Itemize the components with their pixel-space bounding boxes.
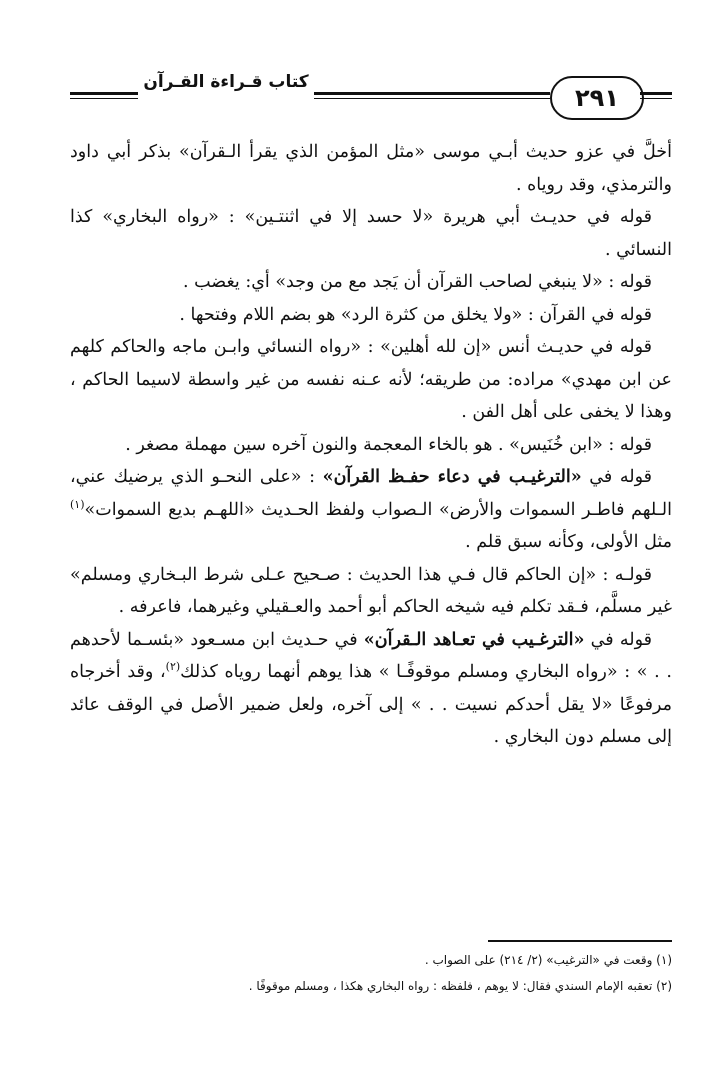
- paragraph-7-end: مثل الأولى، وكأنه سبق قلم .: [465, 532, 672, 552]
- paragraph-9-rest: في حـديث ابن مسـعود «بئسـما لأحدهم . . » : «رواه البخاري ومسلم موقوفًـا » هذا يوهم أنهما روياه كذلك: [70, 629, 672, 682]
- footnote-1: (١) وقعت في «الترغيب» (٢/ ٢١٤) على الصواب .: [424, 953, 672, 967]
- paragraph-7-rest: : «على النحـو الذي يرضيك عني، الـلهم فاطـر السموات والأرض» الـصواب ولفظ الحـديث «اللهـم بديع السموات»: [70, 467, 672, 520]
- header-rule-left-top: [70, 92, 138, 95]
- paragraph-7: [70, 461, 672, 559]
- header-rule-right-top: [640, 92, 672, 95]
- page-header: [70, 70, 672, 126]
- section-heading-memorization-dua: «الترغيـب في دعاء حفـظ القرآن»: [322, 467, 582, 487]
- paragraph-6: قوله : «ابن خُنَيس» . هو بالخاء المعجمة والنون آخره سين مهملة مصغر .: [125, 434, 652, 455]
- footnote-ref-1[interactable]: (١): [70, 497, 85, 511]
- header-rule-left-bottom: [70, 98, 138, 99]
- header-rule-middle-top: [314, 92, 550, 95]
- paragraph-8: قولـه : «إن الحاكم قال فـي هذا الحديث : صـحيح عـلى شرط البـخاري ومسلم» غير مسلَّم، فـقد تكلم فيه شيخه الحاكم أبو أحمد والعـقيلي وغيرهما، فاعرفه .: [70, 564, 672, 617]
- paragraph-9-lead: قوله في: [584, 629, 652, 650]
- paragraph-5: قوله في حديـث أنس «إن لله أهلين» : «رواه النسائي وابـن ماجه والحاكم كلهم عن ابن مهدي» مراده: من طريقه؛ لأنه عـنه نفسه من غير واسطة لاسيما الحاكم ، وهذا لا يخفى على أهل الفن .: [70, 337, 672, 422]
- running-title: كتاب قـراءة القـرآن: [143, 72, 309, 92]
- header-rule-right-bottom: [640, 98, 672, 99]
- paragraph-3: قوله : «لا ينبغي لصاحب القرآن أن يَجد مع من وجد» أي: يغضب .: [182, 272, 652, 292]
- page-number: ٢٩١: [550, 76, 644, 120]
- footnotes: [70, 947, 672, 999]
- footnote-separator: [488, 940, 672, 942]
- footnote-ref-2[interactable]: (٢): [165, 660, 181, 674]
- paragraph-9: [70, 624, 672, 754]
- paragraph-4: قوله في القرآن : «ولا يخلق من كثرة الرد» هو بضم اللام وفتحها .: [179, 304, 652, 325]
- paragraph-9-end: ، وقد أخرجاه مرفوعًا «لا يقل أحدكم نسيت . . » إلى آخره، ولعل ضمير الأصل في الوقف عائد إلى مسلم دون البخاري .: [70, 662, 672, 747]
- header-rule-middle-bottom: [314, 98, 550, 99]
- section-heading-quran-review: «الترغـيب في تعـاهد الـقرآن»: [363, 629, 585, 650]
- paragraph-7-lead: قوله في: [581, 467, 652, 487]
- paragraph-1: أخلَّ في عزو حديث أبـي موسى «مثل المؤمن الذي يقرأ الـقرآن» بذكر أبي داود والترمذي، وقد روياه .: [70, 142, 672, 195]
- paragraph-2: قوله في حديـث أبي هريرة «لا حسد إلا في اثنتـين» : «رواه البخاري» كذا النسائي .: [70, 207, 672, 260]
- body-text: [70, 136, 672, 754]
- footnote-2: (٢) تعقبه الإمام السندي فقال: لا يوهم ، فلفظه : رواه البخاري هكذا ، ومسلم موقوفًا .: [248, 979, 672, 993]
